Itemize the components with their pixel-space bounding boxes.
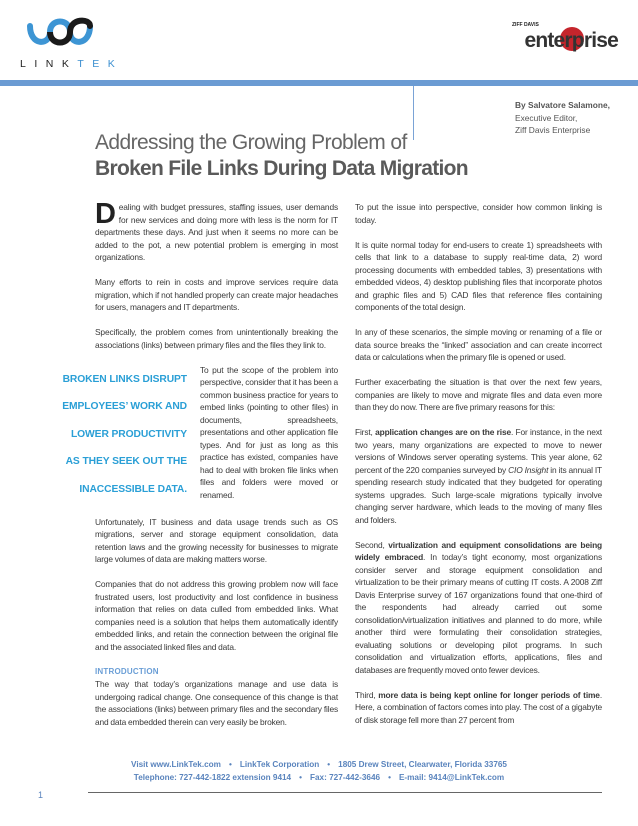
divider xyxy=(413,86,414,140)
paragraph: To put the scope of the problem into perspective, consider that it has been a common business practice for years to embed links (pointing to other files) in documents, spreadsheets, presentations and other application file types. And for just as long as this practice has existed, companies have had to deal with broken file links when files and folders were moved or renamed. xyxy=(200,364,338,500)
header-bar xyxy=(0,80,638,86)
ziff-davis-enterprise-logo: ZIFF DAVIS enterprise xyxy=(512,22,618,52)
website-link[interactable]: Visit www.LinkTek.com xyxy=(131,760,221,769)
left-column-top xyxy=(95,198,338,351)
byline: By Salvatore Salamone, Executive Editor, Ziff Davis Enterprise xyxy=(515,100,610,135)
title-line-1: Addressing the Growing Problem of xyxy=(95,131,407,154)
paragraph: Further exacerbating the situation is that over the next few years, companies are likely to move and migrate files and data even more than they do now. There are five primary reasons for this: xyxy=(355,377,602,412)
paragraph: The way that today’s organizations manage and use data is undergoing radical change. One consequence of this change is that the associations (links) between primary files and the secondary files and data embedded therein can very easily be broken. xyxy=(95,679,338,727)
article-body xyxy=(0,198,638,753)
footer-rule xyxy=(88,792,602,793)
title-line-2: Broken File Links During Data Migration xyxy=(95,157,468,180)
paragraph: Specifically, the problem comes from unintentionally breaking the associations (links) between primary files and the files they link to. xyxy=(95,327,338,350)
paragraph: It is quite normal today for end-users to create 1) spreadsheets with cells that link to a database to supply real-time data, 2) word processing documents with embedded tables, 3) presentations with embedded videos, 4) desktop publishing files that incorporate photos and graphic files and 5) CAD files that reference files containing components of the total design. xyxy=(355,239,602,312)
left-column xyxy=(52,198,338,741)
paragraph: Companies that do not address this growing problem now will face frustrated users, lost productivity and lost confidence in business information that relies on data culled from embedded links. What companies need is a solution that helps them automatically identify embedded links, and retain the connection between the original file and the associated linked files and data. xyxy=(95,579,338,652)
right-column xyxy=(355,201,602,739)
paragraph: Many efforts to rein in costs and improve services require data migration, which if not handled properly can create major headaches for users, managers and IT departments. xyxy=(95,277,338,312)
drop-cap: D xyxy=(95,198,116,230)
footer-text: Visit www.LinkTek.com • LinkTek Corporation • 1805 Drew Street, Clearwater, Florida 33765 Telephone: 727-442-1822 extension 9414 • Fax: 727-442-3646 • E-mail: 9414@LinkTek.com xyxy=(131,760,507,782)
paragraph: Unfortunately, IT business and data usage trends such as OS migrations, server and storage equipment consolidation, data retention laws and the growing necessity for businesses to migrate large volumes of data are making matters worse. xyxy=(95,516,338,564)
paragraph: Second, virtualization and equipment consolidations are being widely embraced. In today’s tight economy, most organizations consider server and storage equipment consolidation and virtualization to be their primary means of cutting IT costs. A 2008 Ziff Davis Enterprise survey of 167 organizations found that one-third of the respondents had already carried out some consolidation/virtualization initiatives and planned to do more, while another third were formulating their consolidation strategies, evaluating solutions or developing pilot programs. In such consolidation and virtualization efforts, applications, files and databases are frequently moved onto fewer devices. xyxy=(355,539,602,675)
paragraph: First, application changes are on the rise. For instance, in the next two years, many organizations are expected to move to newer versions of Windows server operating systems. This year alone, 62 percent of the 220 companies surveyed by CIO Insight in its annual IT spending research study indicated that they budgeted for operating systems upgrades. Such large-scale migrations typically involve changing server hardware, which leads to the moving of many files and folders. xyxy=(355,427,602,525)
linktek-logo-icon xyxy=(22,12,102,52)
paragraph: ealing with budget pressures, staffing issues, user demands for new services and doing more with less is the norm for IT departments these days. And just when it seems no more can be added to the pot, a new potential problem is emerging in most organizations. xyxy=(95,202,338,262)
paragraph: To put the issue into perspective, consider how common linking is today. xyxy=(355,202,602,225)
page-number: 1 xyxy=(38,790,44,800)
pull-quote: BROKEN LINKS DISRUPT EMPLOYEES’ WORK AND LOWER PRODUCTIVITY AS THEY SEEK OUT THE INACCESSIBLE DATA. xyxy=(62,373,187,495)
pull-quote-row xyxy=(52,364,338,504)
paragraph: Third, more data is being kept online for longer periods of time. Here, a combination of factors comes into play. The cost of a gigabyte of disk storage fell more than 27 percent from xyxy=(355,689,602,725)
header xyxy=(0,0,638,201)
section-heading: INTRODUCTION xyxy=(95,666,159,676)
email-link[interactable]: E-mail: 9414@LinkTek.com xyxy=(398,772,505,782)
footer xyxy=(0,759,638,826)
left-column-bottom xyxy=(95,516,338,729)
linktek-logo-text: LINKTEK xyxy=(20,58,124,70)
paragraph: In any of these scenarios, the simple moving or renaming of a file or data source breaks the “linked” association and can create incorrect data or calculations when the primary file is opened or used. xyxy=(355,327,602,362)
